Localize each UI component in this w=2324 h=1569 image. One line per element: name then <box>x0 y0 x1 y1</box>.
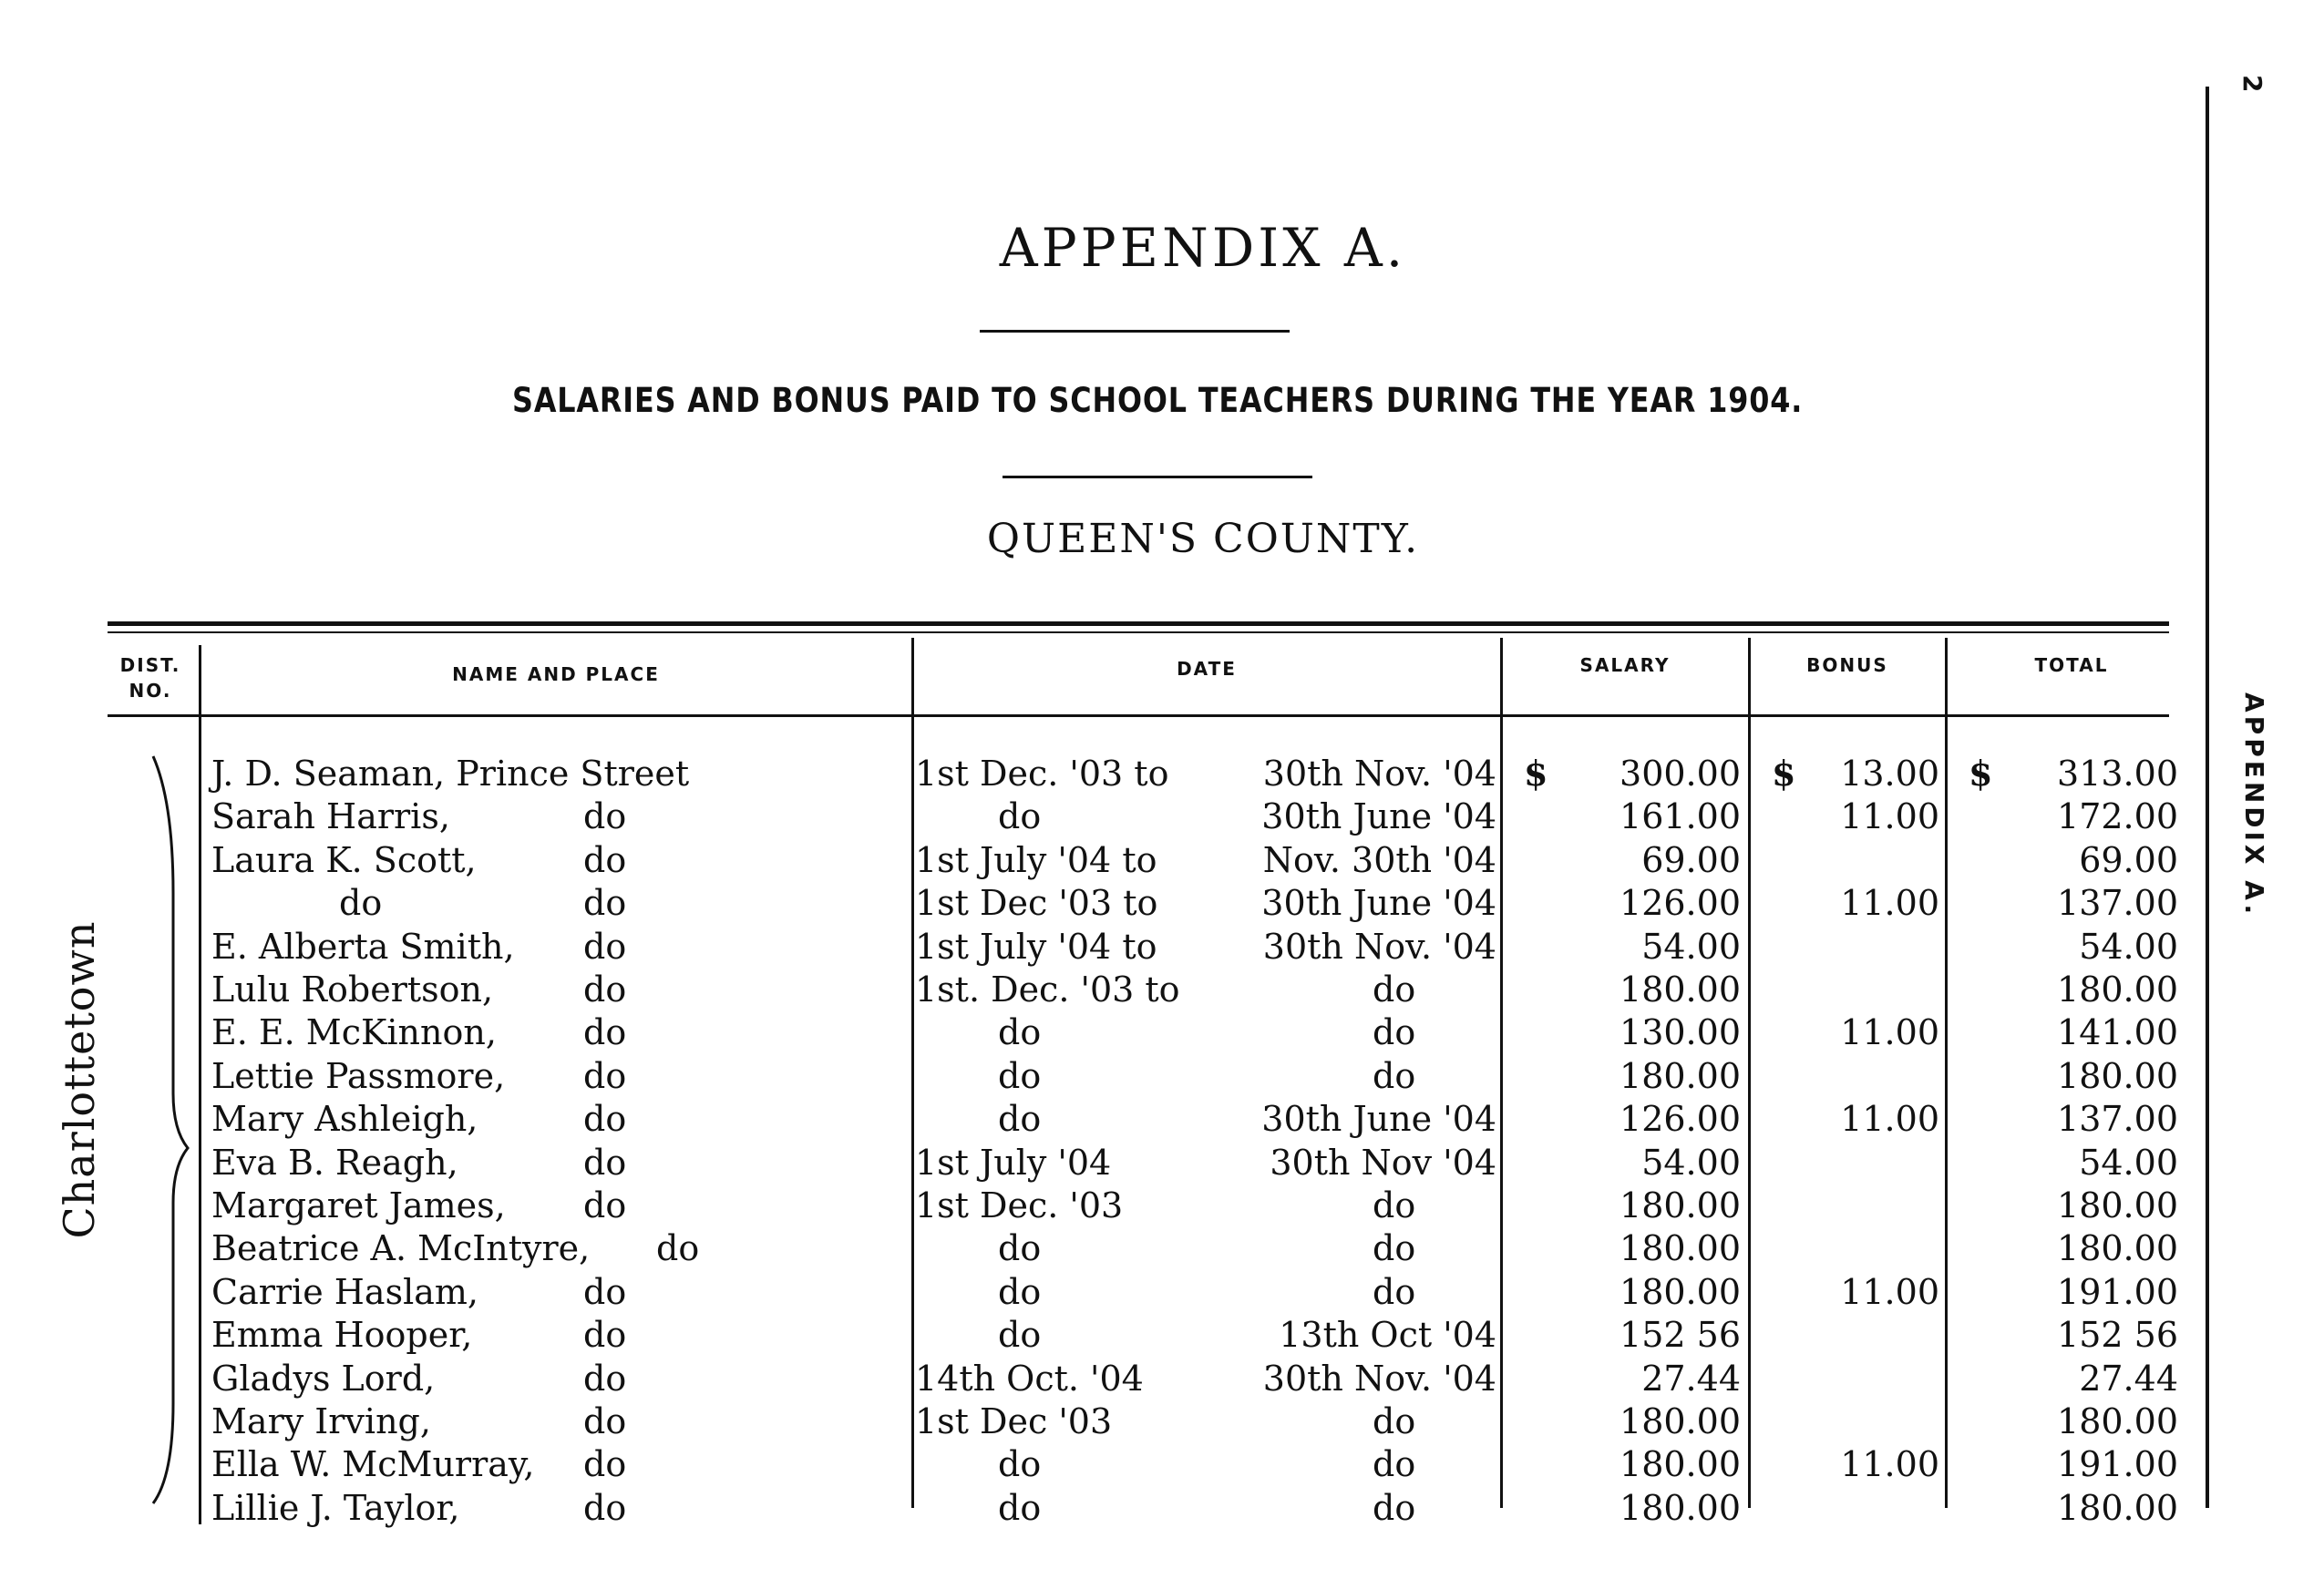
bonus-value: 11.00 <box>1840 883 1939 923</box>
date-to: Nov. 30th '04 <box>1262 840 1496 880</box>
teacher-place: do <box>656 1228 700 1268</box>
teacher-name: Carrie Haslam, <box>211 1272 478 1312</box>
col-head-total: TOTAL <box>2034 654 2109 676</box>
date-from: 1st Dec '03 <box>915 1401 1113 1441</box>
date-from: 1st July '04 <box>915 1143 1112 1183</box>
teacher-name: Eva B. Reagh, <box>211 1143 458 1183</box>
total-value: 180.00 <box>2057 1228 2178 1268</box>
date-from: do <box>998 1444 1042 1484</box>
teacher-place: do <box>583 840 627 880</box>
table-top-rule-thin <box>108 631 2169 633</box>
salary-value: 161.00 <box>1620 796 1741 836</box>
teacher-name: Lettie Passmore, <box>211 1056 506 1096</box>
col-head-dist: DIST. NO. <box>119 654 181 702</box>
col-divider-dist <box>199 645 201 1524</box>
teacher-name: do <box>339 883 383 923</box>
date-from: do <box>998 1315 1042 1355</box>
date-to: do <box>1373 1185 1416 1225</box>
date-to: do <box>1373 1056 1416 1096</box>
bonus-currency: $ <box>1772 753 1796 794</box>
teacher-name: Margaret James, <box>211 1185 506 1225</box>
total-value: 180.00 <box>2057 1185 2178 1225</box>
total-value: 137.00 <box>2057 1099 2178 1139</box>
teacher-name: Mary Irving, <box>211 1401 431 1441</box>
teacher-place: do <box>583 1272 627 1312</box>
total-value: 180.00 <box>2057 969 2178 1010</box>
col-divider-date <box>1500 638 1503 1508</box>
salary-value: 180.00 <box>1620 969 1741 1010</box>
date-to: 30th June '04 <box>1261 883 1496 923</box>
date-from: 1st Dec. '03 <box>915 1185 1124 1225</box>
date-from: do <box>998 1012 1042 1052</box>
date-from: 14th Oct. '04 <box>915 1359 1144 1399</box>
salary-value: 126.00 <box>1620 883 1741 923</box>
date-from: do <box>998 1099 1042 1139</box>
col-head-bonus: BONUS <box>1806 654 1888 676</box>
salary-currency: $ <box>1524 753 1548 794</box>
teacher-place: do <box>583 1185 627 1225</box>
bonus-value: 11.00 <box>1840 1099 1939 1139</box>
bonus-value: 11.00 <box>1840 1012 1939 1052</box>
salary-value: 27.44 <box>1641 1359 1741 1399</box>
teacher-place: do <box>583 1315 627 1355</box>
total-value: 69.00 <box>2079 840 2178 880</box>
total-value: 191.00 <box>2057 1272 2178 1312</box>
date-to: 30th Nov. '04 <box>1262 927 1496 967</box>
col-head-salary: SALARY <box>1579 654 1671 676</box>
col-head-date: DATE <box>1177 658 1237 680</box>
date-to: do <box>1373 1488 1416 1528</box>
total-value: 180.00 <box>2057 1488 2178 1528</box>
page-title: APPENDIX A. <box>999 217 1407 279</box>
teacher-name: Gladys Lord, <box>211 1359 436 1399</box>
teacher-name: Mary Ashleigh, <box>211 1099 478 1139</box>
date-from: 1st. Dec. '03 to <box>915 969 1180 1010</box>
salary-value: 130.00 <box>1620 1012 1741 1052</box>
header-bottom-rule <box>108 714 2169 717</box>
date-to: do <box>1373 1228 1416 1268</box>
salary-value: 69.00 <box>1641 840 1741 880</box>
date-to: do <box>1373 969 1416 1010</box>
subtitle-rule <box>1003 476 1312 478</box>
date-from: do <box>998 1228 1042 1268</box>
table-top-rule-thick <box>108 621 2169 626</box>
date-to: do <box>1373 1401 1416 1441</box>
district-brace <box>137 747 191 1513</box>
col-divider-name <box>911 638 914 1508</box>
salary-value: 126.00 <box>1620 1099 1741 1139</box>
salary-value: 180.00 <box>1620 1444 1741 1484</box>
salary-value: 180.00 <box>1620 1401 1741 1441</box>
teacher-name: Sarah Harris, <box>211 796 450 836</box>
teacher-place: do <box>583 1012 627 1052</box>
teacher-place: do <box>583 1444 627 1484</box>
teacher-place: do <box>583 969 627 1010</box>
salary-value: 152 56 <box>1620 1315 1741 1355</box>
teacher-place: do <box>583 796 627 836</box>
right-margin-rule <box>2206 87 2209 1508</box>
teacher-place: do <box>583 1056 627 1096</box>
date-from: 1st July '04 to <box>915 840 1157 880</box>
date-to: 30th Nov. '04 <box>1262 1359 1496 1399</box>
total-value: 313.00 <box>2057 754 2178 794</box>
total-value: 54.00 <box>2079 1143 2178 1183</box>
date-from: do <box>998 1056 1042 1096</box>
date-to: 30th Nov '04 <box>1270 1143 1496 1183</box>
bonus-value: 11.00 <box>1840 1272 1939 1312</box>
date-to: do <box>1373 1272 1416 1312</box>
date-from: do <box>998 796 1042 836</box>
salary-value: 54.00 <box>1641 1143 1741 1183</box>
teacher-name: Emma Hooper, <box>211 1315 473 1355</box>
teacher-place: do <box>583 883 627 923</box>
teacher-place: do <box>583 1488 627 1528</box>
date-to: 13th Oct '04 <box>1279 1315 1496 1355</box>
teacher-name: Lulu Robertson, <box>211 969 494 1010</box>
date-to: 30th June '04 <box>1261 1099 1496 1139</box>
teacher-name: Lillie J. Taylor, <box>211 1488 460 1528</box>
teacher-place: do <box>583 927 627 967</box>
teacher-place: do <box>583 1143 627 1183</box>
col-divider-bonus <box>1945 638 1948 1508</box>
salary-value: 300.00 <box>1620 754 1741 794</box>
salary-value: 54.00 <box>1641 927 1741 967</box>
salary-value: 180.00 <box>1620 1488 1741 1528</box>
title-rule <box>980 330 1290 333</box>
bonus-value: 13.00 <box>1840 754 1939 794</box>
total-value: 27.44 <box>2079 1359 2178 1399</box>
date-to: 30th Nov. '04 <box>1262 754 1496 794</box>
date-from: do <box>998 1272 1042 1312</box>
teacher-name: E. E. McKinnon, <box>211 1012 497 1052</box>
teacher-place: do <box>583 1359 627 1399</box>
teacher-name: E. Alberta Smith, <box>211 927 515 967</box>
total-value: 180.00 <box>2057 1056 2178 1096</box>
total-value: 137.00 <box>2057 883 2178 923</box>
date-to: 30th June '04 <box>1261 796 1496 836</box>
salary-value: 180.00 <box>1620 1056 1741 1096</box>
county-heading: QUEEN'S COUNTY. <box>986 516 1420 562</box>
bonus-value: 11.00 <box>1840 1444 1939 1484</box>
total-value: 141.00 <box>2057 1012 2178 1052</box>
page-subtitle: SALARIES AND BONUS PAID TO SCHOOL TEACHERS DURING THE YEAR 1904. <box>512 381 1804 420</box>
total-value: 152 56 <box>2057 1315 2178 1355</box>
teacher-place: do <box>583 1099 627 1139</box>
teacher-name: J. D. Seaman, Prince Street <box>211 754 690 794</box>
teacher-name: Beatrice A. McIntyre, <box>211 1228 591 1268</box>
col-divider-salary <box>1748 638 1751 1508</box>
total-currency: $ <box>1969 753 1993 794</box>
side-appendix-label: APPENDIX A. <box>2239 692 2269 918</box>
date-from: 1st July '04 to <box>915 927 1157 967</box>
date-to: do <box>1373 1012 1416 1052</box>
salary-value: 180.00 <box>1620 1272 1741 1312</box>
total-value: 54.00 <box>2079 927 2178 967</box>
teacher-name: Laura K. Scott, <box>211 840 477 880</box>
date-from: 1st Dec '03 to <box>915 883 1158 923</box>
district-label: Charlottetown <box>55 920 104 1239</box>
date-from: do <box>998 1488 1042 1528</box>
salary-value: 180.00 <box>1620 1228 1741 1268</box>
teacher-place: do <box>583 1401 627 1441</box>
date-to: do <box>1373 1444 1416 1484</box>
total-value: 172.00 <box>2057 796 2178 836</box>
col-head-name: NAME AND PLACE <box>452 663 660 685</box>
bonus-value: 11.00 <box>1840 796 1939 836</box>
page-number: 2 <box>2237 75 2267 93</box>
date-from: 1st Dec. '03 to <box>915 754 1169 794</box>
salary-value: 180.00 <box>1620 1185 1741 1225</box>
teacher-name: Ella W. McMurray, <box>211 1444 535 1484</box>
total-value: 180.00 <box>2057 1401 2178 1441</box>
total-value: 191.00 <box>2057 1444 2178 1484</box>
